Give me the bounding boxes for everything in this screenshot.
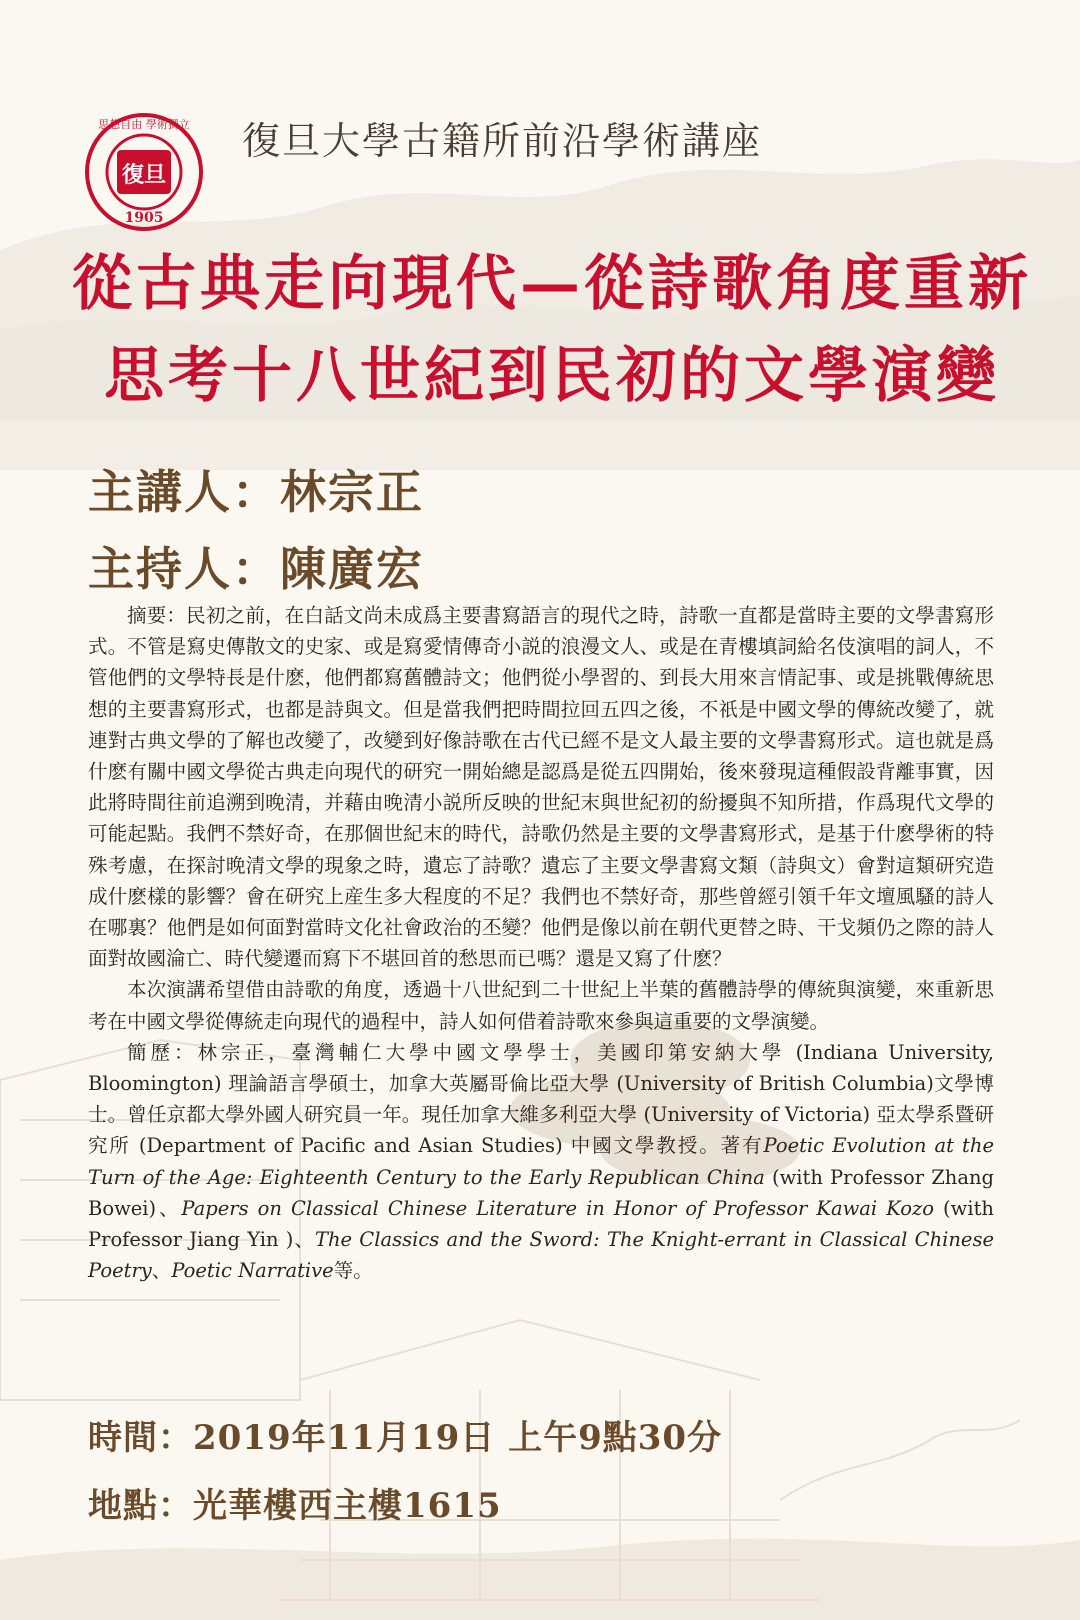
bio-book-3: The Classics and the Sword: The Knight-errant in Classical Chinese Poetry <box>88 1228 995 1283</box>
bio-text-5: 等。 <box>333 1259 373 1283</box>
seal-inner-text: 復旦 <box>121 162 167 188</box>
seal-ring-text: 思想自由 學術獨立 <box>98 118 190 131</box>
bio-book-2: Papers on Classical Chinese Literature in Honor of Professor Kawai Kozo <box>181 1196 934 1220</box>
lecture-series-title: 復旦大學古籍所前沿學術講座 <box>242 119 763 163</box>
lecture-title-line-1: 從古典走向現代—從詩歌角度重新 <box>72 249 1032 319</box>
speaker-heading: 主講人：林宗正 <box>88 465 424 519</box>
bio-text-1: 簡歷：林宗正，臺灣輔仁大學中國文學學士，美國印第安納大學 (Indiana University, Bloomington) 理論語言學碩士，加拿大英屬哥倫比亞大學 (University of British Columbia)文學博士。曾任京都大學外國人研究員一年。現任加拿大維多利亞大學 (University of Victoria) 亞太學系暨研究所 (Department of Pacific and Asian Studies) 中國文學教授。著有 <box>88 1040 994 1158</box>
abstract-paragraph: 摘要：民初之前，在白話文尚未成爲主要書寫語言的現代之時，詩歌一直都是當時主要的文學書寫形式。不管是寫史傳散文的史家、或是寫愛情傳奇小説的浪漫文人、或是在青樓填詞給名伎演唱的詞人，不管他們的文學特長是什麽，他們都寫舊體詩文；他們從小學習的、到長大用來言情記事、或是挑戰傳統思想的主要書寫形式，也都是詩與文。但是當我們把時間拉回五四之後，不祇是中國文學的傳統改變了，就連對古典文學的了解也改變了，改變到好像詩歌在古代已經不是文人最主要的文學書寫形式。這也就是爲什麽有關中國文學從古典走向現代的研究一開始總是認爲是從五四開始，後來發現這種假設背離事實，因此將時間往前追溯到晚清，并藉由晚清小説所反映的世紀末與世紀初的紛擾與不知所措，作爲現代文學的可能起點。我們不禁好奇，在那個世紀末的時代，詩歌仍然是主要的文學書寫形式，是基于什麽學術的特殊考慮，在探討晚清文學的現象之時，遺忘了詩歌？遺忘了主要文學書寫文類（詩與文）會對這類研究造成什麽樣的影響？會在研究上産生多大程度的不足？我們也不禁好奇，那些曾經引領千年文壇風騷的詩人在哪裏？他們是如何面對當時文化社會政治的丕變？他們是像以前在朝代更替之時、干戈頻仍之際的詩人面對故國淪亡、時代變遷而寫下不堪回首的愁思而已嗎？還是又寫了什麽？ <box>88 604 994 971</box>
lecture-purpose-paragraph: 本次演講希望借由詩歌的角度，透過十八世紀到二十世紀上半葉的舊體詩學的傳統與演變，來重新思考在中國文學從傳統走向現代的過程中，詩人如何借着詩歌來參與這重要的文學演變。 <box>88 978 994 1033</box>
lecture-description <box>88 600 994 1286</box>
speaker-bio-paragraph <box>88 1037 994 1287</box>
lecture-title <box>72 238 1032 422</box>
bio-book-4: Poetic Narrative <box>171 1259 334 1283</box>
bio-text-3: (with Professor Jiang Yin )、 <box>88 1196 994 1252</box>
bio-text-2: (with Professor Zhang Bowei)、 <box>88 1165 994 1220</box>
fudan-seal-logo <box>84 112 204 232</box>
seal-year: 1905 <box>124 210 164 226</box>
bio-text-4: 、 <box>151 1259 172 1283</box>
bio-book-1: Poetic Evolution at the Turn of the Age: Eighteenth Century to the Early Republican China <box>88 1134 994 1189</box>
host-heading: 主持人：陳廣宏 <box>88 542 424 596</box>
event-location: 地點：光華樓西主樓1615 <box>88 1486 502 1526</box>
lecture-title-line-2: 思考十八世紀到民初的文學演變 <box>104 341 1000 411</box>
event-time: 時間：2019年11月19日 上午9點30分 <box>88 1418 723 1458</box>
